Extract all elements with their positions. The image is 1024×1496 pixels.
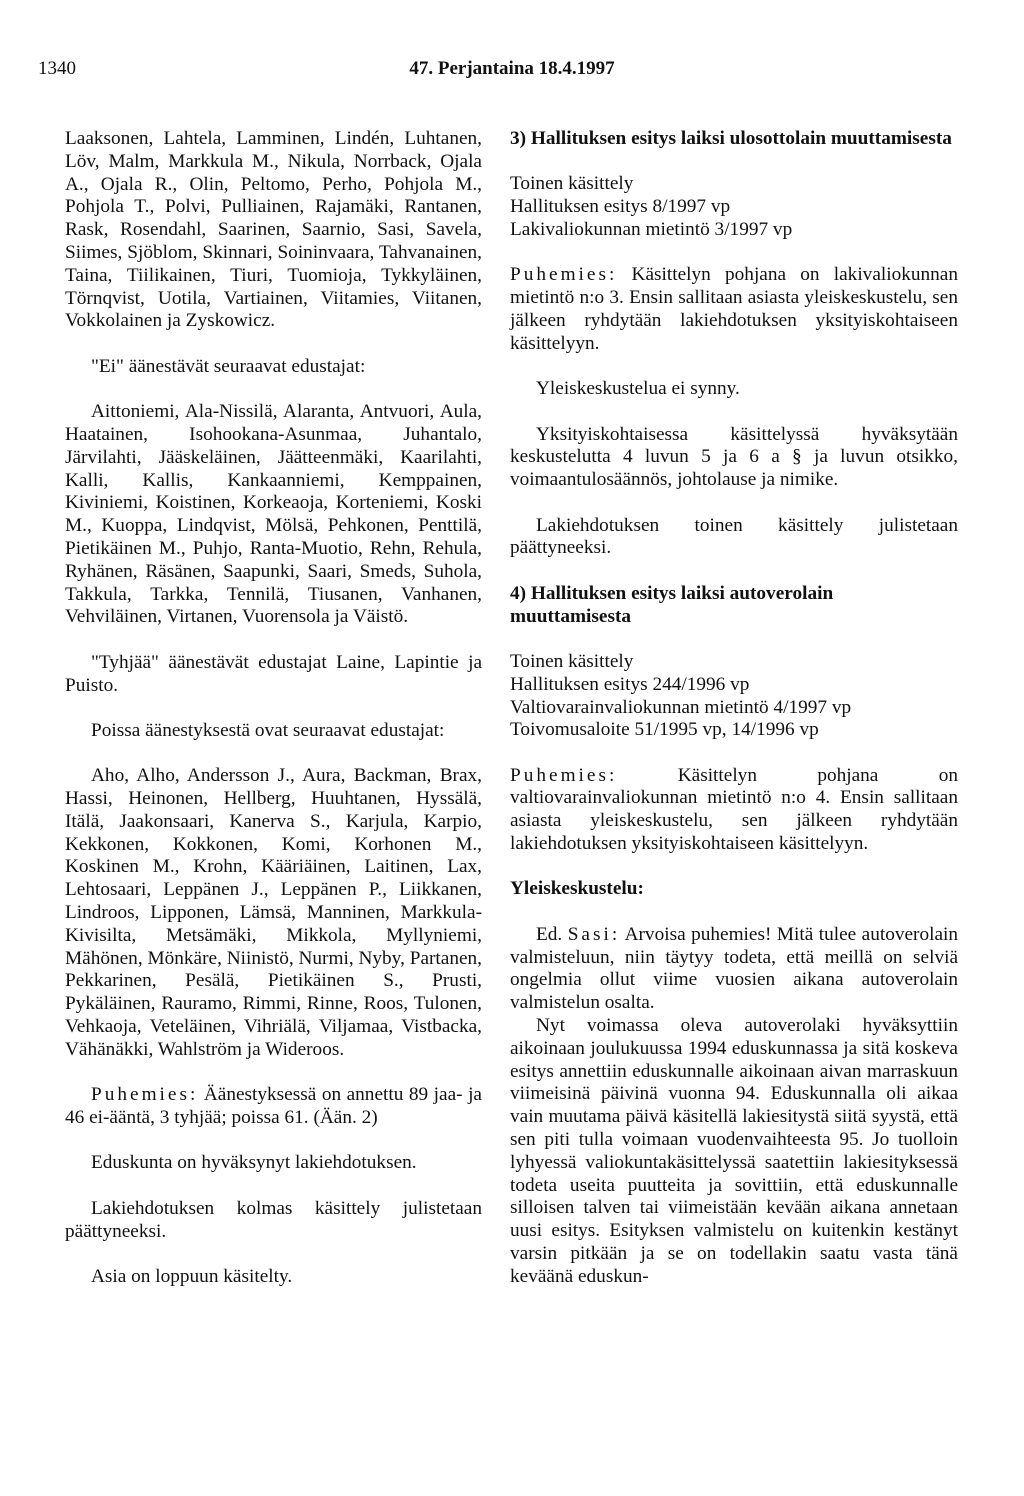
vote-result-text: Äänestyksessä on annettu 89 jaa- ja 46 ei-ääntä, 3 tyhjää; poissa 61. (Ään. 2) xyxy=(65,1084,482,1129)
vote-no-list: Aittoniemi, Ala-Nissilä, Alaranta, Antvuori, Aula, Haatainen, Isohookana-Asunmaa, Juhantalo, Järvilahti, Jääskeläinen, Jäätteenmäki, Kaarilahti, Kalli, Kallis, Kankaanniemi, Kemppainen, Kiviniemi, Koistinen, Korkeaoja, Korteniemi, Koski M., Kuoppa, Lindqvist, Mölsä, Pehkonen, Penttilä, Pietikäinen M., Puhjo, Ranta-Muotio, Rehn, Rehula, Ryhänen, Räsänen, Saapunki, Saari, Smeds, Suhola, Takkula, Tarkka, Tennilä, Tiusanen, Vanhanen, Vehviläinen, Virtanen, Vuorensola ja Väistö. xyxy=(65,401,482,628)
third-reading-closed: Lakiehdotuksen kolmas käsittely julistetaan päättyneeksi. xyxy=(65,1197,482,1242)
page-header xyxy=(38,58,986,86)
item4-speech: Käsittelyn pohjana on valtiovarainvaliokunnan mietintö n:o 4. Ensin sallitaan asiasta yleiskeskustelu, sen jälkeen ryhdytään lakiehdotuksen yksityiskohtaiseen käsittelyyn. xyxy=(510,764,958,855)
item4-speaker-paragraph xyxy=(510,765,958,856)
speaker-name: Puhemies: xyxy=(510,264,618,286)
item3-speech: Käsittelyn pohjana on lakivaliokunnan mietintö n:o 3. Ensin sallitaan asiasta yleiskeskustelu, sen jälkeen ryhdytään lakiehdotuksen yksityiskohtaiseen käsittelyyn. xyxy=(510,264,958,354)
item3-proposal: Hallituksen esitys 8/1997 vp xyxy=(510,196,731,218)
item4-heading: 4) Hallituksen esitys laiksi autoverolain muuttamisesta xyxy=(510,582,834,627)
item3-heading: 3) Hallituksen esitys laiksi ulosottolain muuttamisesta xyxy=(510,128,952,149)
speaker-name: Puhemies: xyxy=(510,764,618,786)
right-column xyxy=(510,128,958,1289)
sasi-speech-paragraph xyxy=(510,924,958,1015)
sasi-speech: Arvoisa puhemies! Mitä tulee autoverolain valmisteluun, niin täytyy todeta, että meillä on selviä ongelmia ollut viime vuosien aikana autoverolain valmistelun osalta. xyxy=(510,923,959,1014)
left-column xyxy=(65,128,482,1311)
item3-reference-block xyxy=(510,173,958,241)
absent-list: Aho, Alho, Andersson J., Aura, Backman, Brax, Hassi, Heinonen, Hellberg, Huuhtanen, Hyssälä, Itälä, Jaakonsaari, Kanerva S., Karjula, Karpio, Kekkonen, Kokkonen, Komi, Korhonen M., Koskinen M., Krohn, Kääriäinen, Laitinen, Lax, Lehtosaari, Leppänen J., Leppänen P., Liikkanen, Lindroos, Lipponen, Lämsä, Manninen, Markkula-Kivisilta, Metsämäki, Mikkola, Myllyniemi, Mähönen, Mönkäre, Niinistö, Nurmi, Nyby, Partanen, Pekkarinen, Pesälä, Pietikäinen S., Prusti, Pykäläinen, Rauramo, Rimmi, Rinne, Roos, Tulonen, Vehkaoja, Veteläinen, Vihriälä, Viljamaa, Vistbacka, Vähänäkki, Wahlström ja Wideroos. xyxy=(65,765,482,1060)
vote-empty-paragraph: "Tyhjää" äänestävät edustajat Laine, Lapintie ja Puisto. xyxy=(65,651,482,696)
sasi-prefix: Ed. xyxy=(536,923,568,945)
vote-yes-list-continued: Laaksonen, Lahtela, Lamminen, Lindén, Luhtanen, Löv, Malm, Markkula M., Nikula, Norrback, Ojala A., Ojala R., Olin, Peltomo, Perho, Pohjola M., Pohjola T., Polvi, Pulliainen, Rajamäki, Rantanen, Rask, Rosendahl, Saarinen, Saarnio, Sasi, Savela, Siimes, Sjöblom, Skinnari, Soininvaara, Tahvanainen, Taina, Tiilikainen, Tiuri, Tuomioja, Tykkyläinen, Törnqvist, Uotila, Vartiainen, Viitamies, Viitanen, Vokkolainen ja Zyskowicz. xyxy=(65,128,482,332)
approval-paragraph: Eduskunta on hyväksynyt lakiehdotuksen. xyxy=(91,1152,417,1174)
item4-motions: Toivomusaloite 51/1995 vp, 14/1996 vp xyxy=(510,719,819,741)
running-head: 47. Perjantaina 18.4.1997 xyxy=(409,58,615,79)
matter-closed: Asia on loppuun käsitelty. xyxy=(91,1266,293,1288)
item3-detailed-reading: Yksityiskohtaisessa käsittelyssä hyväksytään keskustelutta 4 luvun 5 ja 6 a § ja luvun otsikko, voimaantulosäännös, johtolause ja nimike. xyxy=(510,423,958,491)
item4-report: Valtiovarainvaliokunnan mietintö 4/1997 vp xyxy=(510,696,852,718)
item3-report: Lakivaliokunnan mietintö 3/1997 vp xyxy=(510,218,793,240)
item3-reading-closed: Lakiehdotuksen toinen käsittely julistetaan päättyneeksi. xyxy=(510,514,958,559)
absent-intro: Poissa äänestyksestä ovat seuraavat edustajat: xyxy=(91,719,445,741)
page-number: 1340 xyxy=(38,58,76,79)
sasi-speech-paragraph-2: Nyt voimassa oleva autoverolaki hyväksyttiin aikoinaan joulukuussa 1994 eduskunnassa ja sitä koskeva esitys annettiin eduskunnalle aikoinaan aivan marraskuun viimeisinä päivinä vuonna 94. Eduskunnalla oli aikaa vain muutama päivä käsitellä lakiesitystä siitä syystä, että sen piti tulla voimaan vuodenvaihteesta 95. Jo tuolloin lyhyessä valiokuntakäsittelyssä saatettiin lakiesityksessä todeta useita puutteita ja sovittiin, että eduskunnalle silloisen talven tai viimeistään kevään aikana annetaan uusi esitys. Esityksen valmistelu on kuitenkin kestänyt varsin pitkään ja se on todellakin saatu vasta tänä keväänä eduskun- xyxy=(510,1015,958,1287)
vote-no-intro: "Ei" äänestävät seuraavat edustajat: xyxy=(91,355,366,377)
item4-reference-block xyxy=(510,651,958,742)
item4-proposal: Hallituksen esitys 244/1996 vp xyxy=(510,673,750,695)
vote-result-paragraph xyxy=(65,1084,482,1130)
item3-speaker-paragraph xyxy=(510,264,958,355)
item3-no-debate: Yleiskeskustelua ei synny. xyxy=(536,378,740,400)
speaker-name: Puhemies: xyxy=(91,1084,199,1106)
general-debate-heading: Yleiskeskustelu: xyxy=(510,878,644,900)
item4-reading: Toinen käsittely xyxy=(510,650,634,672)
sasi-name: Sasi: xyxy=(567,923,621,945)
item3-reading: Toinen käsittely xyxy=(510,173,634,195)
